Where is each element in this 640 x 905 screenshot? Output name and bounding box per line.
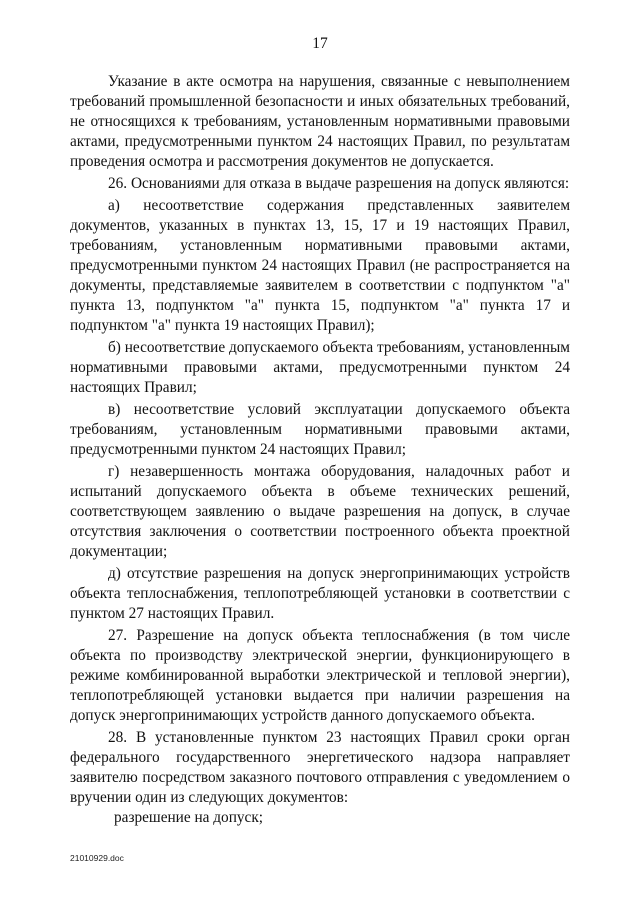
paragraph-inspection-note: Указание в акте осмотра на нарушения, связанные с невыполнением требований промышленной безопасности и иных обязательных требований, не относящихся к требованиям, установленным нормативными правовыми актами, предусмотренными пунктом 24 настоящих Правил, по результатам проведения осмотра и рассмотрения документов не допускается. [70, 73, 570, 170]
paragraph-26b: б) несоответствие допускаемого объекта требованиям, установленным нормативными правовыми актами, предусмотренными пунктом 24 настоящих Правил; [70, 339, 570, 396]
paragraph-26-refusal-grounds: 26. Основаниями для отказа в выдаче разрешения на допуск являются: [108, 175, 570, 192]
paragraph-26v: в) несоответствие условий эксплуатации допускаемого объекта требованиям, установленным нормативными правовыми актами, предусмотренными пунктом 24 настоящих Правил; [70, 401, 570, 458]
document-body [70, 72, 570, 828]
paragraph-27: 27. Разрешение на допуск объекта теплоснабжения (в том числе объекта по производству электрической энергии, функционирующего в режиме комбинированной выработки электрической и тепловой энергии), теплопотребляющей установки выдается при наличии разрешения на допуск энергопринимающих устройств данного допускаемого объекта. [70, 627, 570, 724]
paragraph-26d: д) отсутствие разрешения на допуск энергопринимающих устройств объекта теплоснабжения, теплопотребляющей установки в соответствии с пунктом 27 настоящих Правил. [70, 565, 570, 622]
paragraph-26a: а) несоответствие содержания представленных заявителем документов, указанных в пунктах 13, 15, 17 и 19 настоящих Правил, требованиям, установленным нормативными правовыми актами, предусмотренными пунктом 24 настоящих Правил (не распространяется на документы, представляемые заявителем в соответствии с подпунктом "а" пункта 13, подпунктом "а" пункта 15, подпунктом "а" пункта 17 и подпунктом "а" пункта 19 настоящих Правил); [70, 197, 570, 334]
paragraph-28: 28. В установленные пунктом 23 настоящих Правил сроки орган федерального государственного энергетического надзора направляет заявителю посредством заказного почтового отправления с уведомлением о вручении один из следующих документов: [70, 729, 570, 806]
footer-file-code: 21010929.doc [70, 853, 124, 863]
paragraph-permit-item: разрешение на допуск; [114, 809, 264, 826]
paragraph-26g: г) незавершенность монтажа оборудования, наладочных работ и испытаний допускаемого объекта в объеме технических решений, соответствующем заявлению о выдаче разрешения на допуск, в случае отсутствия заключения о соответствии построенного объекта проектной документации; [70, 463, 570, 560]
page-number: 17 [312, 35, 328, 52]
